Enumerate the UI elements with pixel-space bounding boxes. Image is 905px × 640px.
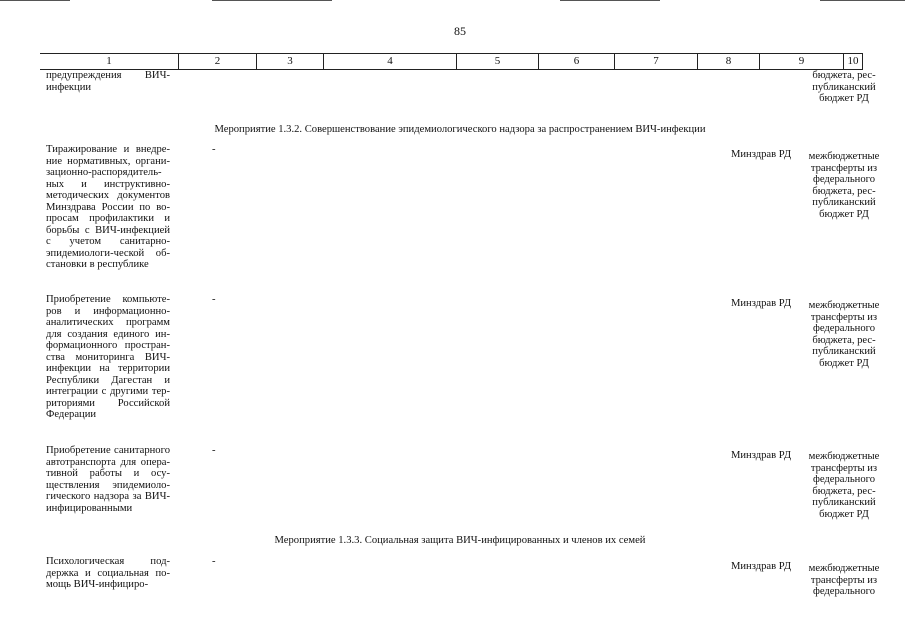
column-number: 5 — [456, 54, 538, 69]
page-number: 85 — [454, 24, 466, 38]
scan-edge-line — [0, 0, 70, 1]
measure-title: Мероприятие 1.3.2. Совершенствование эпидемиологического надзора за распространением ВИЧ-инфекции — [214, 124, 706, 135]
row-executor: Минздрав РД — [730, 561, 792, 572]
row-financing: межбюджетные трансферты из федерального бюджета, рес-публиканский бюджет РД — [808, 151, 880, 220]
row-executor: Минздрав РД — [730, 298, 792, 309]
column-number: 6 — [538, 54, 614, 69]
row-col2-value: - — [212, 445, 216, 456]
continued-row-name: предупреждения ВИЧ-инфекции — [46, 70, 170, 93]
column-number: 1 — [106, 55, 112, 67]
scan-edge-line — [212, 0, 332, 1]
column-number: 2 — [178, 54, 256, 69]
column-number: 9 — [759, 54, 843, 69]
row-financing: межбюджетные трансферты из федерального бюджета, рес-публиканский бюджет РД — [808, 451, 880, 520]
row-name: Приобретение компьюте-ров и информационно-аналитических программ для создания единого ин-формационного простран-ства мониторинга ВИЧ-инфекции на территории Республики Дагестан и интеграции с другими тер-риториями Российской Федерации — [46, 294, 170, 420]
row-executor: Минздрав РД — [730, 149, 792, 160]
scan-edge-line — [820, 0, 905, 1]
scan-edge-line — [560, 0, 660, 1]
row-financing: межбюджетные трансферты из федерального — [808, 563, 880, 597]
row-col2-value: - — [212, 556, 216, 567]
column-number: 10 — [843, 54, 863, 69]
row-name: Тиражирование и внедре-ние нормативных, органи-зационно-распорядитель-ных и инструктивно-методических документов Минздрава России по во-просам профилактики и борьбы с ВИЧ-инфекцией с учетом санитарно-эпидемиологи-ческой об-становки в республике — [46, 144, 170, 270]
continued-row-financing: бюджета, рес-публиканский бюджет РД — [812, 70, 876, 104]
measure-title: Мероприятие 1.3.3. Социальная защита ВИЧ-инфицированных и членов их семей — [274, 535, 646, 546]
row-col2-value: - — [212, 294, 216, 305]
column-number: 7 — [614, 54, 697, 69]
row-name: Психологическая под-держка и социальная по-мощь ВИЧ-инфициро- — [46, 556, 170, 590]
column-number: 3 — [256, 54, 323, 69]
row-name: Приобретение санитарного автотранспорта для опера-тивной работы и осу-ществления эпидемиоло-гического надзора за ВИЧ-инфицированными — [46, 445, 170, 514]
column-number: 4 — [323, 54, 456, 69]
row-financing: межбюджетные трансферты из федерального бюджета, рес-публиканский бюджет РД — [808, 300, 880, 369]
row-col2-value: - — [212, 144, 216, 155]
row-executor: Минздрав РД — [730, 450, 792, 461]
column-number: 8 — [697, 54, 759, 69]
column-number-header — [40, 53, 863, 70]
